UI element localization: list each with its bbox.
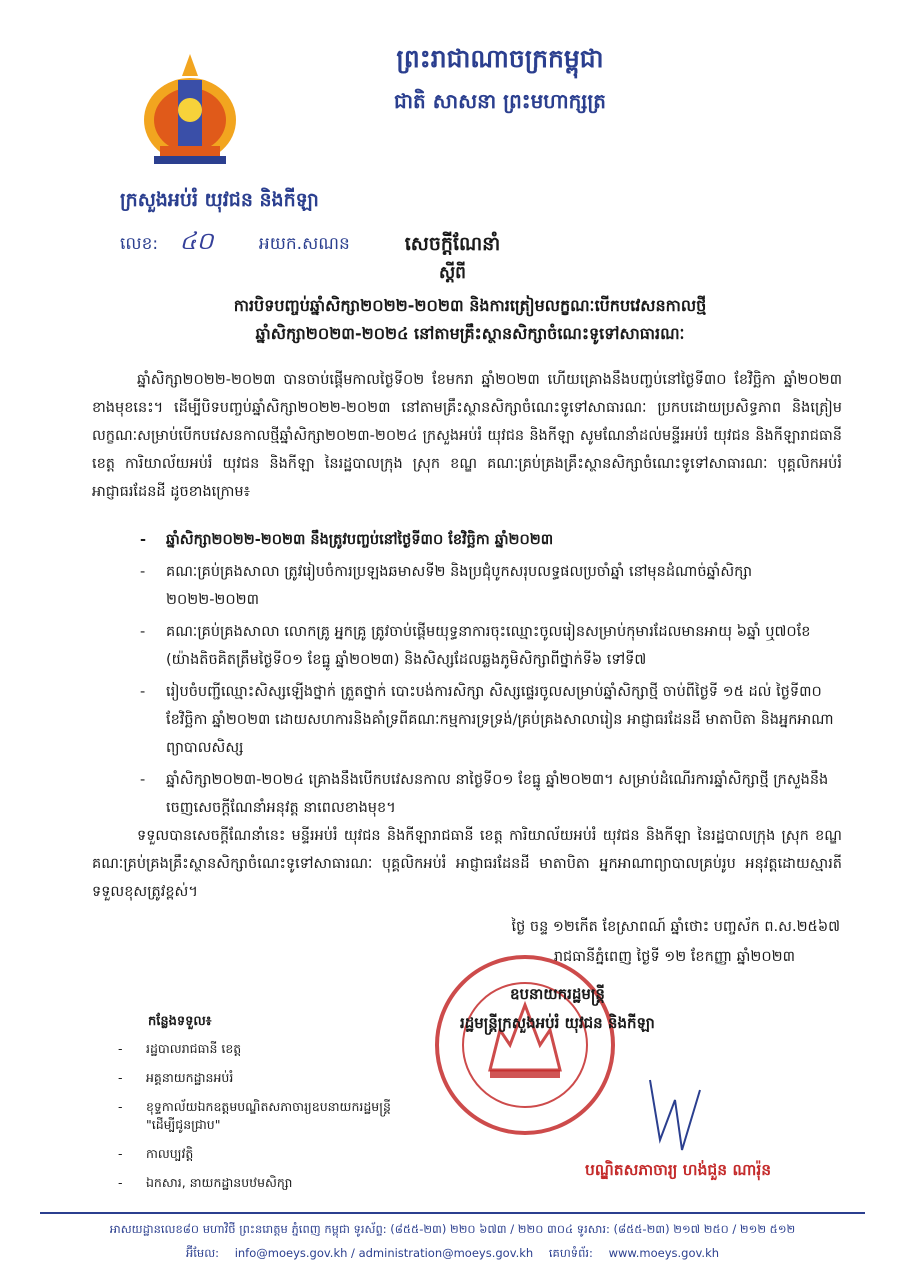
footer-divider: [40, 1212, 865, 1214]
recipient-item: - រដ្ឋបាលរាជធានី ខេត្ត: [118, 1040, 438, 1058]
ref-number: ៤០: [179, 227, 214, 255]
website-label: គេហទំព័រ:: [548, 1246, 593, 1260]
subject-line-1: ការបិទបញ្ចប់ឆ្នាំសិក្សា២០២២-២០២៣ និងការត្រៀមលក្ខណៈបើកបវេសនកាលថ្មី: [233, 296, 707, 315]
instruction-list: [140, 526, 840, 826]
official-stamp: [430, 950, 620, 1140]
ref-suffix: អយក.សណន: [258, 234, 350, 254]
recipients-list: [118, 1040, 438, 1203]
recipient-item: - កាលប្បវត្តិ: [118, 1145, 438, 1163]
email-label: អ៊ីមែល:: [185, 1246, 220, 1260]
handwritten-signature: [620, 1060, 740, 1170]
signer-title-1: ឧបនាយករដ្ឋមន្ត្រី: [510, 985, 605, 1003]
solar-date: រាជធានីភ្នំពេញ ថ្ងៃទី ១២ ខែកញ្ញា ឆ្នាំ២០២៣: [553, 949, 795, 965]
document-about: ស្ដីពី: [439, 263, 466, 283]
signer-name: បណ្ឌិតសភាចារ្យ ហង់ជួន ណារ៉ុន: [585, 1161, 772, 1179]
instruction-item: - ឆ្នាំសិក្សា២០២៣-២០២៤ គ្រោងនឹងបើកបវេសនកាល នាថ្ងៃទី០១ ខែធ្នូ ឆ្នាំ២០២៣។ សម្រាប់ដំណើរការឆ្នាំសិក្សាថ្មី ក្រសួងនឹងចេញសេចក្ដីណែនាំអនុវត្ត នាពេលខាងមុខ។: [140, 766, 840, 822]
ministry-emblem: [140, 50, 240, 168]
kingdom-title: ព្រះរាជាណាចក្រកម្ពុជា: [396, 44, 604, 73]
footer-contacts: [0, 1246, 905, 1263]
recipient-item: - ខុទ្ទកាល័យឯកឧត្ដមបណ្ឌិតសភាចារ្យឧបនាយករដ្ឋមន្ត្រី "ដើម្បីជូនជ្រាប": [118, 1098, 438, 1134]
document-subject: [100, 292, 840, 348]
email-link[interactable]: info@moeys.gov.kh / administration@moeys.gov.kh: [234, 1246, 534, 1260]
footer-address: អាសយដ្ឋានលេខ៨០ មហាវិថី ព្រះនរោត្តម ភ្នំពេញ កម្ពុជា ទូរស័ព្ទ: (៨៥៥-២៣) ២២០ ៦៧៣ / ២២០ ៣០៤ ទូរសារ: (៨៥៥-២៣) ២១៧ ២៥០ / ២១២ ៥១២: [109, 1222, 796, 1236]
document-type: សេចក្ដីណែនាំ: [404, 233, 501, 255]
ministry-name: ក្រសួងអប់រំ យុវជន និងកីឡា: [120, 189, 319, 211]
instruction-item: - ឆ្នាំសិក្សា២០២២-២០២៣ នឹងត្រូវបញ្ចប់នៅថ្ងៃទី៣០ ខែវិច្ឆិកា ឆ្នាំ២០២៣: [140, 526, 840, 554]
national-motto: ជាតិ សាសនា ព្រះមហាក្សត្រ: [394, 89, 606, 113]
instruction-item: - រៀបចំបញ្ជីឈ្មោះសិស្សឡើងថ្នាក់ ត្រួតថ្នាក់ បោះបង់ការសិក្សា សិស្សផ្ទេរចូលសម្រាប់ឆ្នាំសិក្សាថ្មី ចាប់ពីថ្ងៃទី ១៥ ដល់ ថ្ងៃទី៣០ ខែវិច្ឆិកា ឆ្នាំ២០២៣ ដោយសហការនិងគាំទ្រពីគណៈកម្មការទ្រទ្រង់/គ្រប់គ្រងសាលារៀន អាជ្ញាធរដែនដី មាតាបិតា និងអ្នកអាណាព្យាបាលសិស្ស: [140, 678, 840, 762]
recipients-title: កន្លែងទទួល៖: [148, 1014, 212, 1029]
ref-label: លេខ:: [120, 234, 159, 254]
instruction-item: - គណៈគ្រប់គ្រងសាលា លោកគ្រូ អ្នកគ្រូ ត្រូវចាប់ផ្ដើមយុទ្ធនាការចុះឈ្មោះចូលរៀនសម្រាប់កុមារដែលមានអាយុ ៦ឆ្នាំ ឬ៧០ខែ (យ៉ាងតិចគិតត្រឹមថ្ងៃទី០១ ខែធ្នូ ឆ្នាំ២០២៣) និងសិស្សដែលឆ្លងភូមិសិក្សាពីថ្នាក់ទី៦ ទៅទី៧: [140, 618, 840, 674]
signer-title-2: រដ្ឋមន្ត្រីក្រសួងអប់រំ យុវជន និងកីឡា: [460, 1014, 655, 1032]
website-link[interactable]: www.moeys.gov.kh: [608, 1246, 720, 1260]
lunar-date: ថ្ងៃ ចន្ទ ១២កើត ខែស្រាពណ៍ ឆ្នាំថោះ បញ្ចស័ក ព.ស.២៥៦៧: [511, 919, 840, 935]
recipient-item: - ឯកសារ, នាយកដ្ឋានបឋមសិក្សា: [118, 1174, 438, 1192]
instruction-item: - គណៈគ្រប់គ្រងសាលា ត្រូវរៀបចំការប្រឡងឆមាសទី២ និងប្រជុំបូកសរុបលទ្ធផលប្រចាំឆ្នាំ នៅមុនដំណាច់ឆ្នាំសិក្សា ២០២២-២០២៣: [140, 558, 840, 614]
recipient-item: - អគ្គនាយកដ្ឋានអប់រំ: [118, 1069, 438, 1087]
subject-line-2: ឆ្នាំសិក្សា២០២៣-២០២៤ នៅតាមគ្រឹះស្ថានសិក្សាចំណេះទូទៅសាធារណៈ: [255, 324, 685, 343]
intro-paragraph: ឆ្នាំសិក្សា២០២២-២០២៣ បានចាប់ផ្ដើមកាលថ្ងៃទី០២ ខែមករា ឆ្នាំ២០២៣ ហើយគ្រោងនឹងបញ្ចប់នៅថ្ងៃទី៣០ ខែវិច្ឆិកា ឆ្នាំ២០២៣ ខាងមុខនេះ។ ដើម្បីបិទបញ្ចប់ឆ្នាំសិក្សា២០២២-២០២៣ នៅតាមគ្រឹះស្ថានសិក្សាចំណេះទូទៅសាធារណៈ ប្រកបដោយប្រសិទ្ធភាព និងត្រៀមលក្ខណៈសម្រាប់បើកបវេសនកាលថ្មីឆ្នាំសិក្សា២០២៣-២០២៤ ក្រសួងអប់រំ យុវជន និងកីឡា សូមណែនាំដល់មន្ទីរអប់រំ យុវជន និងកីឡារាជធានី ខេត្ត ការិយាល័យអប់រំ យុវជន និងកីឡា នៃរដ្ឋបាលក្រុង ស្រុក ខណ្ឌ គណៈគ្រប់គ្រងគ្រឹះស្ថានសិក្សាចំណេះទូទៅសាធារណៈ បុគ្គលិកអប់រំ អាជ្ញាធរដែនដី ដូចខាងក្រោម៖: [92, 372, 842, 500]
closing-paragraph: ទទួលបានសេចក្ដីណែនាំនេះ មន្ទីរអប់រំ យុវជន និងកីឡារាជធានី ខេត្ត ការិយាល័យអប់រំ យុវជន និងកីឡា នៃរដ្ឋបាលក្រុង ស្រុក ខណ្ឌ គណៈគ្រប់គ្រងគ្រឹះស្ថានសិក្សាចំណេះទូទៅសាធារណៈ បុគ្គលិកអប់រំ អាជ្ញាធរដែនដី មាតាបិតា អ្នកអាណាព្យាបាលគ្រប់រូប អនុវត្តដោយស្មារតីទទួលខុសត្រូវខ្ពស់។: [92, 828, 842, 900]
